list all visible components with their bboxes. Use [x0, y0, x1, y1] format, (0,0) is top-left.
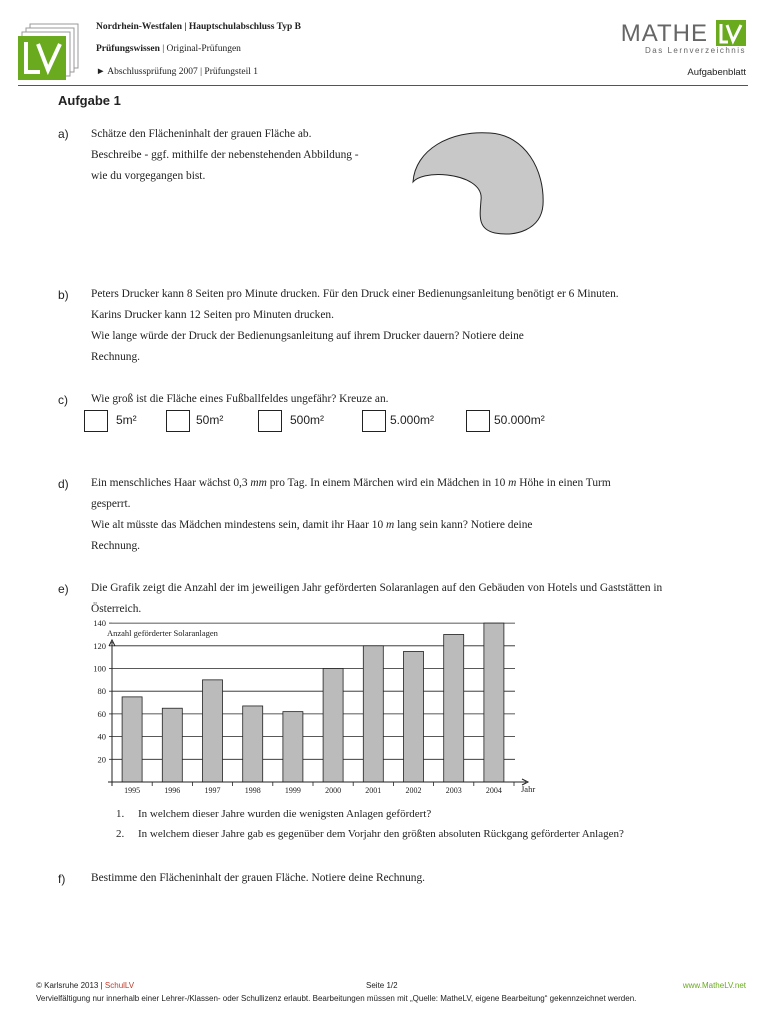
chart-xtick-label: 1995 [124, 786, 141, 795]
task-c-label: c) [58, 393, 68, 407]
chart-ytick-label: 60 [97, 708, 106, 719]
task-d-line-2: gesperrt. [91, 498, 131, 510]
header-category-bold: Prüfungswissen [96, 44, 160, 54]
task-d-line-4: Rechnung. [91, 540, 141, 552]
task-c-question: Wie groß ist die Fläche eines Fußballfeldes ungefähr? Kreuze an. [91, 393, 389, 405]
gray-shape-figure [405, 125, 550, 245]
chart-bar-2001 [363, 646, 383, 782]
task-b-line-1: Peters Drucker kann 8 Seiten pro Minute drucken. Für den Druck einer Bedienungsanleitung benötigt er 6 Minuten. [91, 288, 619, 300]
chart-bar-1996 [162, 708, 182, 782]
task-a-line-1: Schätze den Flächeninhalt der grauen Fläche ab. [91, 128, 312, 140]
footer-page-number: Seite 1/2 [366, 981, 398, 990]
chart-bar-2004 [484, 623, 504, 782]
chart-ytick-label: 80 [97, 686, 106, 697]
header-region: Nordrhein-Westfalen | Hauptschulabschluss Typ B [96, 22, 301, 32]
brand-logo-icon [716, 20, 746, 46]
chart-ytick-label: 40 [97, 731, 106, 742]
chart-xtick-label: 2004 [485, 786, 502, 795]
brand-name: MATHE [620, 20, 708, 47]
solar-bar-chart [80, 618, 550, 800]
lv-logo-icon [18, 22, 80, 80]
chart-xtick-label: 1997 [204, 786, 221, 795]
footer-copyright-text: © Karlsruhe 2013 | [36, 981, 105, 990]
footer-url-link[interactable]: www.MatheLV.net [682, 981, 746, 990]
task-d-line-1 [91, 473, 611, 494]
chart-xtick-label: 2000 [325, 786, 342, 795]
task-b-line-2: Karins Drucker kann 12 Seiten pro Minuten drucken. [91, 309, 334, 321]
task-b-label: b) [58, 288, 69, 302]
option-label-50m2: 50m² [196, 413, 224, 427]
chart-bar-2002 [404, 651, 424, 782]
task-a-line-3: wie du vorgegangen bist. [91, 170, 206, 182]
task-d-line-1-c: Höhe in einen Turm [516, 477, 611, 489]
chart-xtick-label: 2001 [365, 786, 382, 795]
option-label-50000m2: 50.000m² [494, 413, 545, 427]
page-title: Aufgabe 1 [58, 93, 121, 108]
task-d-line-1-b: pro Tag. In einem Märchen wird ein Mädchen in 10 [266, 477, 509, 489]
task-b-line-3: Wie lange würde der Druck der Bedienungsanleitung auf ihrem Drucker dauern? Notiere deine [91, 330, 524, 342]
task-d-line-3-a: Wie alt müsste das Mädchen mindestens sein, damit ihr Haar 10 [91, 519, 386, 531]
chart-bar-2003 [444, 634, 464, 782]
task-d-label: d) [58, 477, 69, 491]
header-exam: ► Abschlussprüfung 2007 | Prüfungsteil 1 [96, 67, 258, 77]
chart-ytick-label: 100 [93, 663, 106, 674]
footer-copyright [36, 981, 134, 990]
unit-m-2: m [386, 519, 395, 531]
task-e-line-2: Österreich. [91, 603, 142, 615]
header-category-rest: | Original-Prüfungen [159, 44, 241, 54]
checkbox-50m2[interactable] [166, 410, 190, 432]
chart-bar-1997 [203, 680, 223, 782]
task-a-line-2: Beschreibe - ggf. mithilfe der nebenstehenden Abbildung - [91, 149, 359, 161]
chart-ytick-label: 20 [97, 754, 106, 765]
chart-xtick-label: 2003 [445, 786, 462, 795]
checkbox-500m2[interactable] [258, 410, 282, 432]
chart-bar-1995 [122, 697, 142, 782]
header-divider [18, 85, 748, 86]
task-e-label: e) [58, 582, 69, 596]
chart-xlabel: Jahr [521, 784, 536, 794]
task-d-line-3-b: lang sein kann? Notiere deine [394, 519, 533, 531]
task-f-label: f) [58, 872, 66, 886]
task-a-label: a) [58, 127, 69, 141]
chart-bar-1999 [283, 712, 303, 782]
task-e-line-1: Die Grafik zeigt die Anzahl der im jeweiligen Jahr geförderten Solaranlagen auf den Gebäuden von Hotels und Gaststätten in [91, 582, 663, 594]
unit-mm: mm [250, 477, 267, 489]
header-category [96, 44, 241, 54]
footer-brand-link[interactable]: SchulLV [104, 981, 135, 990]
task-f-text: Bestimme den Flächeninhalt der grauen Fläche. Notiere deine Rechnung. [91, 872, 426, 884]
chart-xtick-label: 1996 [164, 786, 181, 795]
chart-xtick-label: 2002 [405, 786, 422, 795]
chart-ytick-label: 140 [93, 618, 106, 629]
option-label-5m2: 5m² [116, 413, 137, 427]
doc-type-label: Aufgabenblatt [687, 67, 746, 78]
task-d-line-1-a: Ein menschliches Haar wächst 0,3 [91, 477, 251, 489]
option-label-5000m2: 5.000m² [390, 413, 435, 427]
task-d-line-3 [91, 515, 532, 536]
question-2-text: In welchem dieser Jahre gab es gegenüber dem Vorjahr den größten absoluten Rückgang geförderter Anlagen? [138, 828, 624, 840]
brand-subtitle: Das Lernverzeichnis [645, 46, 746, 55]
footer-notice: Vervielfältigung nur innerhalb einer Lehrer-/Klassen- oder Schullizenz erlaubt. Bearbeitungen müssen mit „Quelle: MatheLV, eigene Bearbeitung“ gekennzeichnet werden. [36, 994, 637, 1003]
question-1-number: 1. [116, 808, 125, 820]
question-2-number: 2. [116, 828, 125, 840]
question-1-text: In welchem dieser Jahre wurden die wenigsten Anlagen gefördert? [138, 808, 432, 820]
chart-xtick-label: 1998 [244, 786, 261, 795]
unit-m: m [508, 477, 517, 489]
chart-ylabel: Anzahl geförderter Solaranlagen [107, 628, 218, 638]
chart-bar-1998 [243, 706, 263, 782]
checkbox-5000m2[interactable] [362, 410, 386, 432]
chart-xtick-label: 1999 [284, 786, 301, 795]
option-label-500m2: 500m² [290, 413, 325, 427]
chart-ytick-label: 120 [93, 640, 106, 651]
chart-bar-2000 [323, 669, 343, 783]
task-b-line-4: Rechnung. [91, 351, 141, 363]
checkbox-5m2[interactable] [84, 410, 108, 432]
checkbox-50000m2[interactable] [466, 410, 490, 432]
